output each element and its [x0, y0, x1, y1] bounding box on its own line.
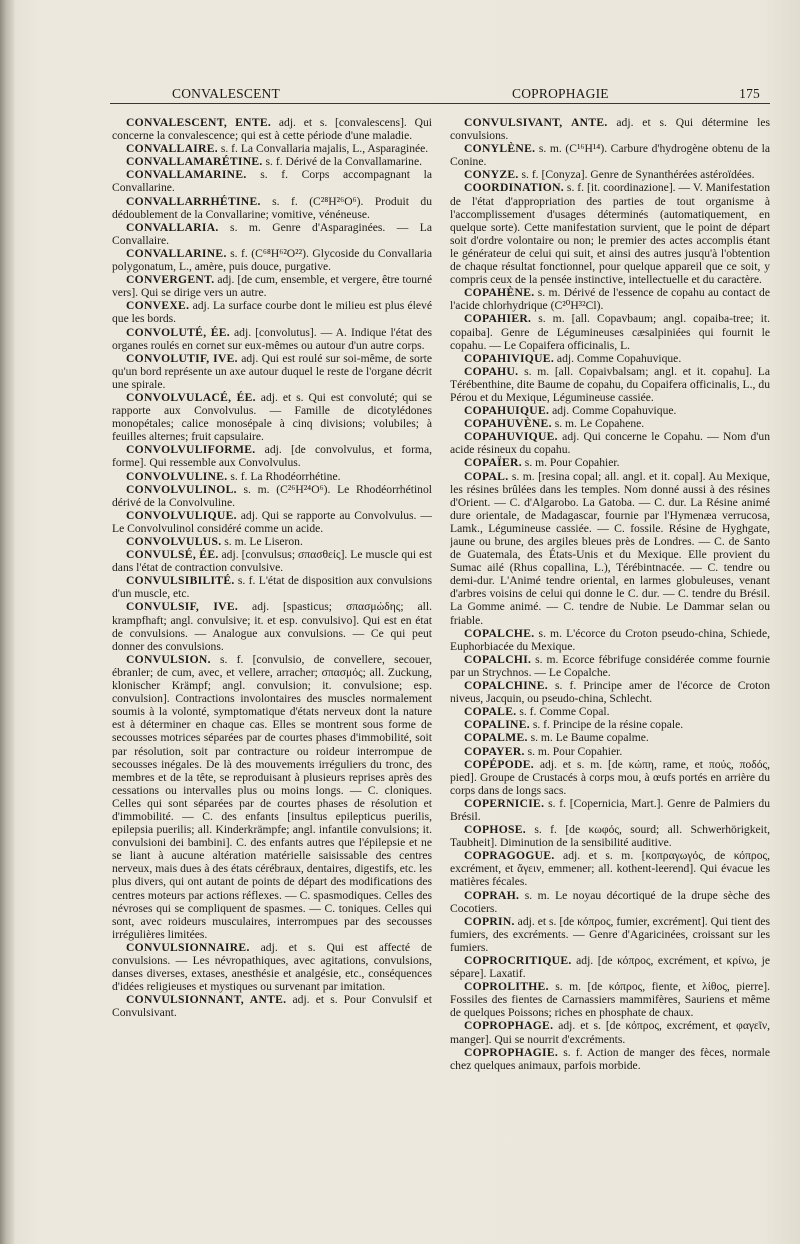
dictionary-entry — [112, 574, 432, 600]
entry-definition: adj. et s. [convalescens]. Qui concerne la convalescence; qui est à cette période d'une maladie. — [112, 116, 432, 143]
entry-definition: adj. et s. Qui détermine les convulsions. — [450, 116, 770, 143]
dictionary-entry — [112, 155, 432, 168]
entry-definition: s. f. L'état de disposition aux convulsions d'un muscle, etc. — [112, 574, 432, 601]
entry-definition: s. m. [resina copal; all. angl. et it. copal]. Au Mexique, les résines brûlées dans les temples. Nom donné aussi à des résines d'Orient. — C. d'Algarobo. La Gatoba. — C. dur. La Résine animé dure orientale, de Madagascar, fournie par l'Hymenæa verrucosa, Lamk., Légumineuse cassiée. — C. fossile. Résine de Hyghgate, jaune ou brune, des argiles bleues près de Londres. — C. de Santo de Guatemala, des États-Unis et du Mexique. Elle provient du Sumac ailé (Rhus copallina, L.), Térébintnacée. — C. tendre ou demi-dur. L'Animé tendre oriental, en larmes globuleuses, venant d'arbres voisins de celui qui donne le C. dur. — C. tendre du Brésil. La Gomme animé. — C. tendre de Nubie. Le Dammar selan ou friable. — [450, 469, 770, 627]
entry-headword: COPALCHINE. — [464, 679, 548, 693]
dictionary-entry — [450, 679, 770, 705]
entry-definition: s. f. La Convallaria majalis, L., Asparaginée. — [217, 142, 429, 156]
dictionary-entry — [450, 1019, 770, 1045]
entry-headword: CONVERGENT. — [126, 273, 215, 287]
entry-headword: CONVOLUTIF, IVE. — [126, 351, 238, 365]
entry-definition: adj. et s. m. [de κώπη, rame, et πούς, ποδός, pied]. Groupe de Crustacés à corps mou, à œufs portés en arrière du corps dans de longs sacs. — [450, 757, 770, 797]
entry-headword: CONVULSIVANT, ANTE. — [464, 116, 608, 129]
dictionary-entry — [450, 142, 770, 168]
dictionary-entry — [450, 731, 770, 744]
entry-headword: CONVOLUTÉ, ÉE. — [126, 325, 230, 339]
entry-definition: s. f. [it. coordinazione]. — V. Manifestation de l'état d'appropriation des parties de tout organisme à l'accomplissement d'usages déterminés (automatiquement, en quelque sorte). Cette manifestation survient, que le point de départ soit d'ordre volontaire ou non; le premier des actes accomplis étant le générateur de celui qui suit, et ainsi des autres jusqu'à l'obtention de chaque résultat fonctionnel, pour quelque appareil que ce soit, y compris ceux de la pensée instinctive, intellectuelle et du caractère. — [450, 181, 770, 287]
dictionary-entry — [450, 758, 770, 797]
entry-headword: CONVOLVULINE. — [126, 469, 228, 483]
entry-definition: s. m. L'écorce du Croton pseudo-china, Schiede, Euphorbiacée du Mexique. — [450, 626, 770, 653]
dictionary-entry — [450, 168, 770, 181]
entry-definition: s. f. [Copernicia, Mart.]. Genre de Palmiers du Brésil. — [450, 796, 770, 823]
entry-definition: s. f. La Rhodéorrhétine. — [227, 469, 341, 483]
entry-headword: COPALINE. — [464, 718, 530, 732]
entry-headword: COPRAGOGUE. — [464, 849, 555, 863]
dictionary-entry — [112, 509, 432, 535]
dictionary-entry — [450, 1046, 770, 1072]
entry-headword: CONYZE. — [464, 168, 519, 182]
entry-headword: COPRIN. — [464, 914, 515, 928]
entry-definition: adj. et s. m. [κοπραγωγός, de κόπρος, excrément, et ἄγειν, emmener; all. kothent-leerend]. Qui évacue les matières fécales. — [450, 849, 770, 889]
dictionary-entry — [450, 627, 770, 653]
header-right-word: COPROPHAGIE — [512, 86, 609, 101]
entry-definition: adj. et s. Qui est affecté de convulsions. — Les névropathiques, avec agitations, convulsions, danses diverses, extases, anesthésie et analgésie, etc., conséquences d'idées religieuses et mystiques ou survenant par imitation. — [112, 940, 432, 994]
dictionary-entry — [112, 116, 432, 142]
entry-definition: s. m. Ecorce fébrifuge considérée comme fournie par un Strychnos. — Le Copalche. — [450, 652, 770, 679]
dictionary-entry — [112, 247, 432, 273]
entry-headword: COPALCHE. — [464, 626, 535, 640]
entry-headword: CONVOLVULINOL. — [126, 482, 237, 496]
entry-definition: adj. [de convolvulus, et forma, forme]. Qui ressemble aux Convolvulus. — [112, 443, 432, 470]
entry-definition: adj. Qui concerne le Copahu. — Nom d'un acide résineux du copahu. — [450, 430, 770, 457]
entry-definition: adj. [spasticus; σπασμώδης; all. krampfhaft; angl. convulsive; it. et esp. convulsivo]. Qui est en état de convulsions. — Analogue aux convulsions. — Ce qui peut donner des convulsions. — [112, 600, 432, 653]
entry-headword: CONVOLVULIQUE. — [126, 508, 237, 522]
entry-definition: s. f. (C²⁸H²⁶O⁶). Produit du dédoublement de la Convallarine; vomitive, vénéneuse. — [112, 194, 432, 221]
entry-definition: s. f. Principe amer de l'écorce de Croton niveus, Jacquin, ou pseudo-china, Schlecht. — [450, 679, 770, 706]
entry-definition: adj. [de cum, ensemble, et vergere, être tourné vers]. Qui se dirige vers un autre. — [112, 273, 432, 300]
entry-definition: s. m. Dérivé de l'essence de copahu au contact de l'acide chlorhydrique (C²⁰H³²Cl). — [450, 286, 770, 313]
entry-definition: s. f. [de κωφός, sourd; all. Schwerhörigkeit, Taubheit]. Diminution de la sensibilité auditive. — [450, 823, 770, 850]
entry-headword: COPAHÈNE. — [464, 286, 535, 300]
dictionary-entry — [112, 470, 432, 483]
entry-definition: s. m. Le Liseron. — [221, 535, 303, 548]
entry-headword: COPAÏER. — [464, 456, 522, 470]
dictionary-entry — [450, 417, 770, 430]
entry-headword: COPROPHAGIE. — [464, 1045, 559, 1059]
dictionary-entry — [450, 470, 770, 627]
entry-definition: s. m. Le noyau décortiqué de la drupe sèche des Cocotiers. — [450, 888, 770, 915]
entry-headword: COPROCRITIQUE. — [464, 954, 572, 967]
dictionary-entry — [450, 954, 770, 980]
entry-headword: CONVOLVULIFORME. — [126, 443, 256, 457]
dictionary-entry — [450, 718, 770, 731]
dictionary-entry — [450, 116, 770, 142]
dictionary-entry — [112, 653, 432, 941]
entry-definition: s. m. [all. Copaivbalsam; angl. et it. copahu]. La Térébenthine, dite Baume de copahu, du Copaifera officinalis, L., du Pérou et du Mexique, Légumineuse cassiée. — [450, 364, 770, 404]
entry-headword: COPROPHAGE. — [464, 1019, 554, 1033]
dictionary-entry — [450, 352, 770, 365]
entry-headword: COPAHIVIQUE. — [464, 351, 555, 365]
dictionary-entry — [450, 430, 770, 456]
entry-headword: COPRAH. — [464, 888, 520, 902]
entry-headword: CONVALLAIRE. — [126, 142, 218, 156]
dictionary-entry — [450, 980, 770, 1019]
header-left-word: CONVALESCENT — [172, 86, 280, 101]
entry-definition: adj. et s. [de κόπρος, fumier, excrément]. Qui tient des fumiers, des excréments. — Genre d'Agaricinées, croissant sur les fumiers. — [450, 914, 770, 954]
entry-headword: CONVULSÉ, ÉE. — [126, 548, 219, 562]
dictionary-entry — [450, 404, 770, 417]
entry-headword: COPALE. — [464, 705, 517, 719]
dictionary-entry — [112, 195, 432, 221]
entry-headword: CONVULSION. — [126, 652, 211, 666]
entry-headword: CONYLÈNE. — [464, 142, 536, 156]
page-number: 175 — [739, 86, 760, 101]
entry-headword: COPAL. — [464, 469, 509, 483]
dictionary-entry — [450, 745, 770, 758]
dictionary-entry — [112, 168, 432, 194]
entry-headword: COPAHU. — [464, 364, 519, 378]
entry-definition: adj. et s. [de κόπρος, excrément, et φαγεῖν, manger]. Qui se nourrit d'excréments. — [450, 1019, 770, 1046]
entry-definition: s. f. Action de manger des fèces, normale chez quelques animaux, parfois morbide. — [450, 1045, 770, 1072]
entry-headword: COPAYER. — [464, 744, 525, 758]
entry-definition: s. m. [all. Copavbaum; angl. copaiba-tree; it. copaiba]. Genre de Légumineuses cæsalpiniées qui fournit le copahu. — Le Copaifera officinalis, L. — [450, 312, 770, 352]
entry-headword: CONVULSIBILITÉ. — [126, 574, 235, 588]
entry-headword: COORDINATION. — [464, 181, 564, 195]
entry-headword: COPÉPODE. — [464, 757, 535, 771]
dictionary-entry — [112, 391, 432, 443]
entry-headword: COPALME. — [464, 731, 528, 745]
entry-definition: s. f. (C⁶⁸H⁶²O²²). Glycoside du Convallaria polygonatum, L., amère, puis douce, purgative. — [112, 246, 432, 274]
dictionary-entry — [112, 299, 432, 325]
dictionary-entry — [112, 352, 432, 391]
entry-headword: CONVALESCENT, ENTE. — [126, 116, 272, 129]
entry-headword: CONVEXE. — [126, 299, 190, 313]
left-column — [112, 116, 432, 1226]
entry-headword: CONVULSIONNAIRE. — [126, 940, 250, 954]
entry-definition: adj. et s. Pour Convulsif et Convulsivant. — [112, 993, 432, 1020]
entry-definition: adj. Qui est roulé sur soi-même, de sorte qu'un bord représente un axe autour duquel le reste de l'organe décrit une spirale. — [112, 351, 432, 391]
dictionary-entry — [450, 312, 770, 351]
entry-definition: adj. [convolutus]. — A. Indique l'état des organes roulés en cornet sur eux-mêmes ou autour d'un autre corps. — [112, 325, 432, 352]
entry-headword: COPHOSE. — [464, 823, 526, 837]
book-spine-shadow — [0, 0, 14, 1244]
dictionary-entry — [450, 823, 770, 849]
entry-definition: s. f. [Conyza]. Genre de Synanthérées astéroïdées. — [518, 168, 755, 182]
dictionary-entry — [450, 365, 770, 404]
entry-definition: s. f. Principe de la résine copale. — [529, 718, 684, 732]
dictionary-entry — [450, 889, 770, 915]
dictionary-entry — [450, 915, 770, 954]
entry-definition: s. m. [de κόπρος, fiente, et λίθος, pierre]. Fossiles des fientes de Carnassiers mammifères, Sauriens et même de quelques Poissons; riches en phosphate de chaux. — [450, 980, 770, 1020]
dictionary-entry — [450, 181, 770, 286]
dictionary-entry — [450, 653, 770, 679]
entry-definition: adj. [convulsus; σπασθείς]. Le muscle qui est dans l'état de contraction convulsive. — [112, 548, 432, 575]
entry-definition: s. m. (C¹⁶H¹⁴). Carbure d'hydrogène obtenu de la Conine. — [450, 142, 770, 169]
entry-headword: COPAHUVIQUE. — [464, 430, 558, 444]
entry-headword: CONVALLARIA. — [126, 220, 219, 234]
dictionary-entry — [112, 142, 432, 155]
entry-headword: COPROLITHE. — [464, 980, 549, 994]
dictionary-entry — [112, 600, 432, 652]
dictionary-entry — [112, 273, 432, 299]
header-rule — [110, 103, 770, 104]
entry-headword: COPAHIER. — [464, 312, 532, 326]
dictionary-entry — [450, 456, 770, 469]
dictionary-entry — [112, 443, 432, 469]
entry-headword: CONVOLVULUS. — [126, 535, 222, 548]
entry-headword: CONVULSIF, IVE. — [126, 600, 239, 614]
entry-definition: s. m. Genre d'Asparaginées. — La Convallaire. — [112, 220, 432, 247]
entry-definition: adj. [de κόπρος, excrément, et κρίνω, je sépare]. Laxatif. — [450, 954, 770, 981]
dictionary-entry — [450, 797, 770, 823]
dictionary-entry — [112, 326, 432, 352]
dictionary-entry — [112, 941, 432, 993]
right-column — [450, 116, 770, 1226]
entry-headword: CONVALLAMARÉTINE. — [126, 155, 263, 169]
entry-definition: s. m. Pour Copahier. — [524, 744, 623, 758]
dictionary-entry — [450, 705, 770, 718]
entry-definition: adj. La surface courbe dont le milieu est plus élevé que les bords. — [112, 299, 432, 326]
entry-headword: CONVOLVULACÉ, ÉE. — [126, 390, 256, 404]
entry-headword: CONVALLARRHÉTINE. — [126, 194, 261, 208]
entry-definition: adj. et s. Qui est convoluté; qui se rapporte aux Convolvulus. — Famille de dicotylédones monopétales; calice monosépale à cinq divisions; volubiles; à feuilles alternes; fruit capsulaire. — [112, 390, 432, 444]
entry-definition: s. m. Le Baume copalme. — [527, 731, 649, 745]
entry-headword: COPAHUIQUE. — [464, 404, 550, 418]
entry-definition: s. m. Le Copahene. — [551, 417, 645, 431]
entry-headword: CONVALLAMARINE. — [126, 168, 247, 182]
entry-definition: s. f. Corps accompagnant la Convallarine. — [112, 168, 432, 195]
dictionary-entry — [450, 286, 770, 312]
entry-headword: CONVALLARINE. — [126, 246, 227, 260]
entry-headword: COPALCHI. — [464, 652, 532, 666]
entry-definition: s. f. Dérivé de la Convallamarine. — [262, 155, 422, 169]
entry-definition: s. f. Comme Copal. — [516, 705, 610, 719]
dictionary-entry — [112, 535, 432, 548]
entry-definition: adj. Qui se rapporte au Convolvulus. — Le Convolvulinol considéré comme un acide. — [112, 508, 432, 535]
entry-definition: s. f. [convulsio, de convellere, secouer, ébranler; de cum, avec, et vellere, arracher; σπασμός; all. Zuckung, klonischer Krämpf; angl. convulsion; it. convulsione; esp. convulsion]. Contractions involontaires des muscles normalement soumis à la volonté, symptomatique d'états nerveux dont la nature est à déterminer en chaque cas. Elles se montrent sous forme de secousses motrices séparées par de courtes phases d'immobilité, soit par résolution, soit par contracture ou roideur interrompue de secousses inégales. De là des mouvements irréguliers du tronc, des membres et de la tête, se reproduisant à plusieurs reprises après des cessations ou intervalles plus ou moins longs. — C. cloniques. Celles qui sont séparées par de courtes phases de résolution et d'immobilité. — C. des enfants [insultus epilepticus puerilis, epilepsia puerilis; all. Kinderkrämpfe; angl. infantile convulsions; it. convulsioni dei bambini]. C. des enfants autres que l'épilepsie et ne se liant à aucune altération matérielle saisissable des centres nerveux, mais dues à des états cérébraux, dentaires, digestifs, etc. les plus divers, qui ont autant de points de départ des modifications des centres moteurs par actions réflexes. — C. spasmodiques. Celles des névroses qui se compliquent de spasmes. — C. toniques. Celles qui sont, avec roideurs musculaires, interrompues par des secousses irrégulières limitées. — [112, 652, 432, 941]
dictionary-entry — [112, 548, 432, 574]
entry-definition: s. m. (C²⁶H²⁴O⁶). Le Rhodéorrhétinol dérivé de la Convolvuline. — [112, 482, 432, 509]
entry-headword: COPAHUVÈNE. — [464, 417, 552, 431]
dictionary-entry — [450, 849, 770, 888]
entry-definition: adj. Comme Copahuvique. — [554, 351, 682, 365]
entry-definition: s. m. Pour Copahier. — [521, 456, 620, 470]
entry-headword: COPERNICIE. — [464, 796, 545, 810]
dictionary-entry — [112, 221, 432, 247]
dictionary-entry — [112, 993, 432, 1019]
entry-headword: CONVULSIONNANT, ANTE. — [126, 993, 287, 1007]
entry-definition: adj. Comme Copahuvique. — [549, 404, 677, 418]
dictionary-entry — [112, 483, 432, 509]
